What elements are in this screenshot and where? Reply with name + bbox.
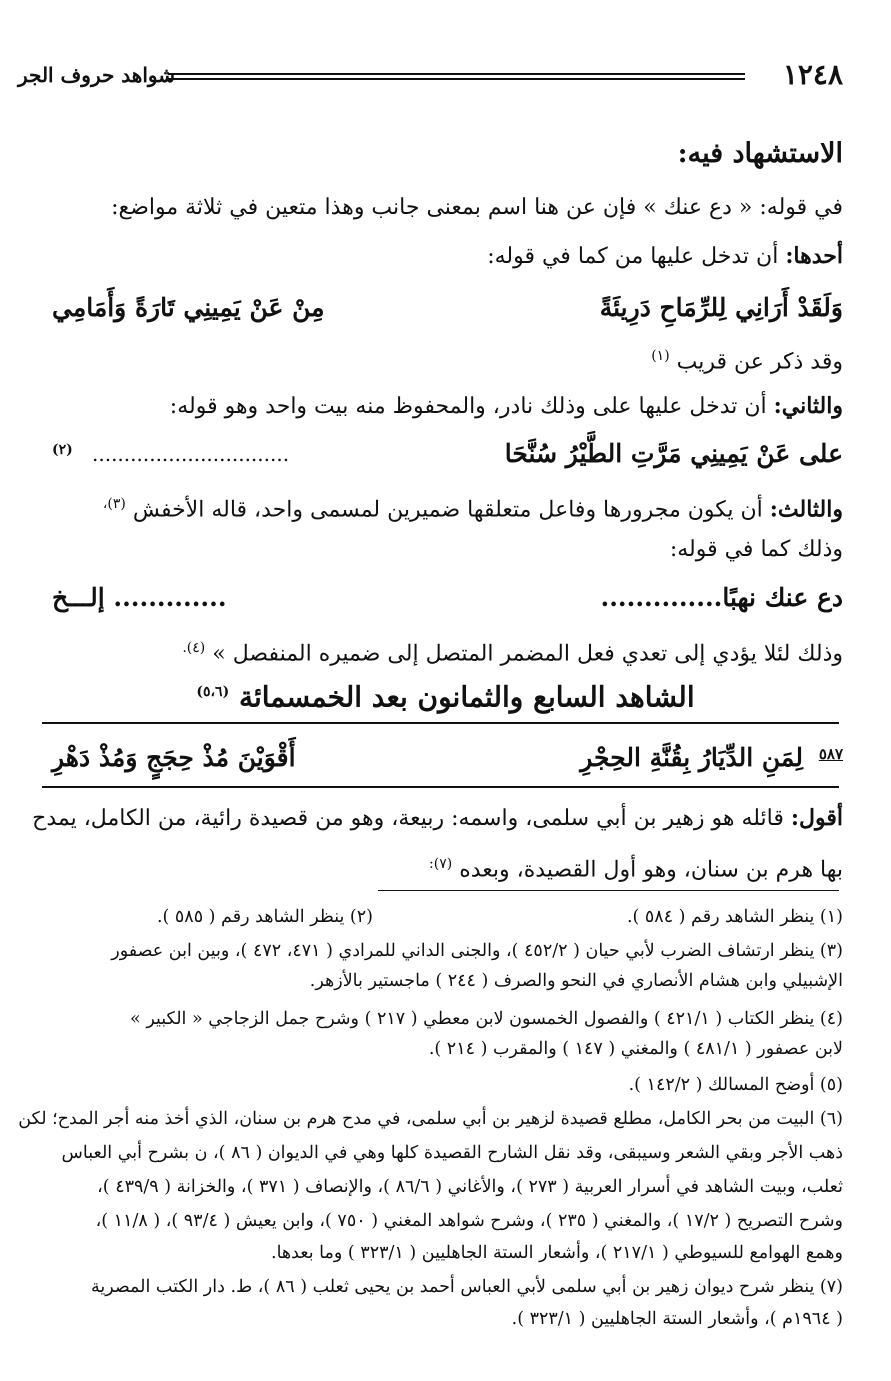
paragraph-intro: في قوله: « دع عنك » فإن عن هنا اسم بمعنى جانب وهذا متعين في ثلاثة مواضع: <box>111 195 843 220</box>
paragraph-third <box>52 486 843 528</box>
footnote-6-line-2: ذهب الأجر وبقي الشعر وسيبقى، وقد نقل الشارح القصيدة كلها وهي في الديوان ( ٨٦ )، ن بشرح أبي العباس <box>61 1143 843 1163</box>
aqul-label: أقول: <box>790 805 843 831</box>
footnote-6-line-3: ثعلب، وبيت الشاهد في أسرار العربية ( ٢٧٣ )، والأغاني ( ٨٦/٦ )، والإنصاف ( ٣٧١ )، والخزانة ( ٤٣٩/٩ )، <box>97 1177 843 1197</box>
verse-2 <box>52 436 843 472</box>
near-text: وقد ذكر عن قريب <box>676 349 843 375</box>
footnote-4-line-1: (٤) ينظر الكتاب ( ٤٢١/١ ) والفصول الخمسون لابن معطي ( ٢١٧ ) وشرح جمل الزجاجي « الكبير » <box>130 1009 843 1029</box>
third-label: والثالث: <box>769 496 843 523</box>
paragraph-kama: وذلك كما في قوله: <box>669 537 843 562</box>
section-heading: الاستشهاد فيه: <box>677 138 843 169</box>
footnote-ref-5-6: (٥،٦) <box>196 684 230 700</box>
footnote-ref-4: (٤). <box>182 640 206 656</box>
paragraph-last <box>52 630 843 672</box>
verse-1-second-hemistich: مِنْ عَنْ يَمِينِي تَارَةً وَأَمَامِي <box>52 293 325 322</box>
verse-1 <box>52 290 843 326</box>
running-header <box>18 58 843 92</box>
paragraph-near <box>52 338 843 380</box>
aqul-text: قائله هو زهير بن أبي سلمى، واسمه: ربيعة، وهو من قصيدة رائية، من الكامل، يمدح <box>32 806 784 831</box>
footnote-3-line-1: (٣) ينظر ارتشاف الضرب لأبي حيان ( ٤٥٢/٢ )، والجنى الداني للمرادي ( ٤٧١، ٤٧٢ )، وبين ابن عصفور <box>111 941 843 961</box>
paragraph-aqul <box>32 800 843 837</box>
footnote-row-1-2 <box>50 902 843 932</box>
paragraph-aqul-cont <box>52 846 843 888</box>
footnote-6-line-4: وشرح التصريح ( ١٧/٢ )، والمغني ( ٢٣٥ )، وشرح شواهد المغني ( ٧٥٠ )، وابن يعيش ( ٩٣/٤ )، ( ١١/٨ )، <box>95 1211 843 1231</box>
verse-2-dots: ............................... <box>92 442 290 466</box>
running-title: شواهد حروف الجر <box>18 63 176 87</box>
first-text: أن تدخل عليها من كما في قوله: <box>487 244 779 269</box>
last-text: وذلك لئلا يؤدي إلى تعدي فعل المضمر المتصل إلى ضميره المنفصل » <box>212 641 843 667</box>
second-text: أن تدخل عليها على وذلك نادر، والمحفوظ منه بيت واحد وهو قوله: <box>169 394 767 419</box>
footnote-7-line-1: (٧) ينظر شرح ديوان زهير بن أبي سلمى لأبي العباس أحمد بن يحيى ثعلب ( ٨٦ )، ط. دار الكتب المصرية <box>90 1277 843 1297</box>
witness-title <box>0 672 891 717</box>
paragraph-second <box>52 388 843 425</box>
bottom-separator <box>42 786 839 788</box>
verse-3 <box>52 580 843 616</box>
verse-4 <box>52 740 843 776</box>
header-double-rule <box>168 73 745 80</box>
footnote-7-line-2: ( ١٩٦٤م )، وأشعار الستة الجاهليين ( ٣٢٣/١ ). <box>511 1309 843 1329</box>
verse-3-first-hemistich: دع عنك نهبًا.............. <box>600 583 843 612</box>
footnote-3-line-2: الإشبيلي وابن هشام الأنصاري في النحو والصرف ( ٢٤٤ ) ماجستير بالأزهر. <box>309 971 843 991</box>
footnote-6-line-1: (٦) البيت من بحر الكامل، مطلع قصيدة لزهير بن أبي سلمى، في مدح هرم بن سنان، الذي أخذ منه أجر المدح؛ لكن <box>18 1109 843 1129</box>
first-label: أحدها: <box>785 243 843 269</box>
verse-3-second-hemistich: ............. إلـــخ <box>52 583 227 612</box>
aqul-text-2: بها هرم بن سنان، وهو أول القصيدة، وبعده <box>459 857 843 883</box>
top-separator <box>42 722 839 724</box>
verse-2-first-hemistich: على عَنْ يَمِينِي مَرَّتِ الطَّيْرُ سُنَّحَا <box>504 439 843 468</box>
footnote-1: (١) ينظر الشاهد رقم ( ٥٨٤ ). <box>626 907 843 927</box>
footnote-4-line-2: لابن عصفور ( ٤٨١/١ ) والمغني ( ١٤٧ ) والمقرب ( ٢١٤ ). <box>428 1039 843 1059</box>
witness-number: ٥٨٧ <box>818 745 843 763</box>
footnote-separator <box>378 890 839 891</box>
footnote-5: (٥) أوضح المسالك ( ١٤٢/٢ ). <box>628 1075 843 1095</box>
footnote-ref-2: (٢) <box>52 442 73 458</box>
footnote-ref-1: (١) <box>651 348 670 364</box>
second-label: والثاني: <box>773 393 843 419</box>
witness-title-text: الشاهد السابع والثمانون بعد الخمسمائة <box>238 680 695 714</box>
third-text: أن يكون مجرورها وفاعل متعلقها ضميرين لمسمى واحد، قاله الأخفش <box>132 497 763 523</box>
footnote-ref-3: (٣)، <box>102 496 126 512</box>
footnote-6-line-5: وهمع الهوامع للسيوطي ( ٢١٧/١ )، وأشعار الستة الجاهليين ( ٣٢٣/١ ) وما بعدها. <box>271 1243 843 1263</box>
paragraph-first <box>52 238 843 275</box>
verse-1-first-hemistich: وَلَقَدْ أَرَانِي لِلرِّمَاحِ دَرِيئَةً <box>599 293 843 322</box>
verse-4-second-hemistich: أَقْوَيْنَ مُذْ حِجَجٍ وَمُذْ دَهْرِ <box>52 743 296 772</box>
page-number: ١٢٤٨ <box>782 58 843 91</box>
verse-4-first-hemistich: لِمَنِ الدِّيَارُ بِقُنَّةِ الحِجْرِ <box>580 743 803 772</box>
footnote-ref-7: (٧): <box>429 856 453 872</box>
footnote-2: (٢) ينظر الشاهد رقم ( ٥٨٥ ). <box>156 907 373 927</box>
